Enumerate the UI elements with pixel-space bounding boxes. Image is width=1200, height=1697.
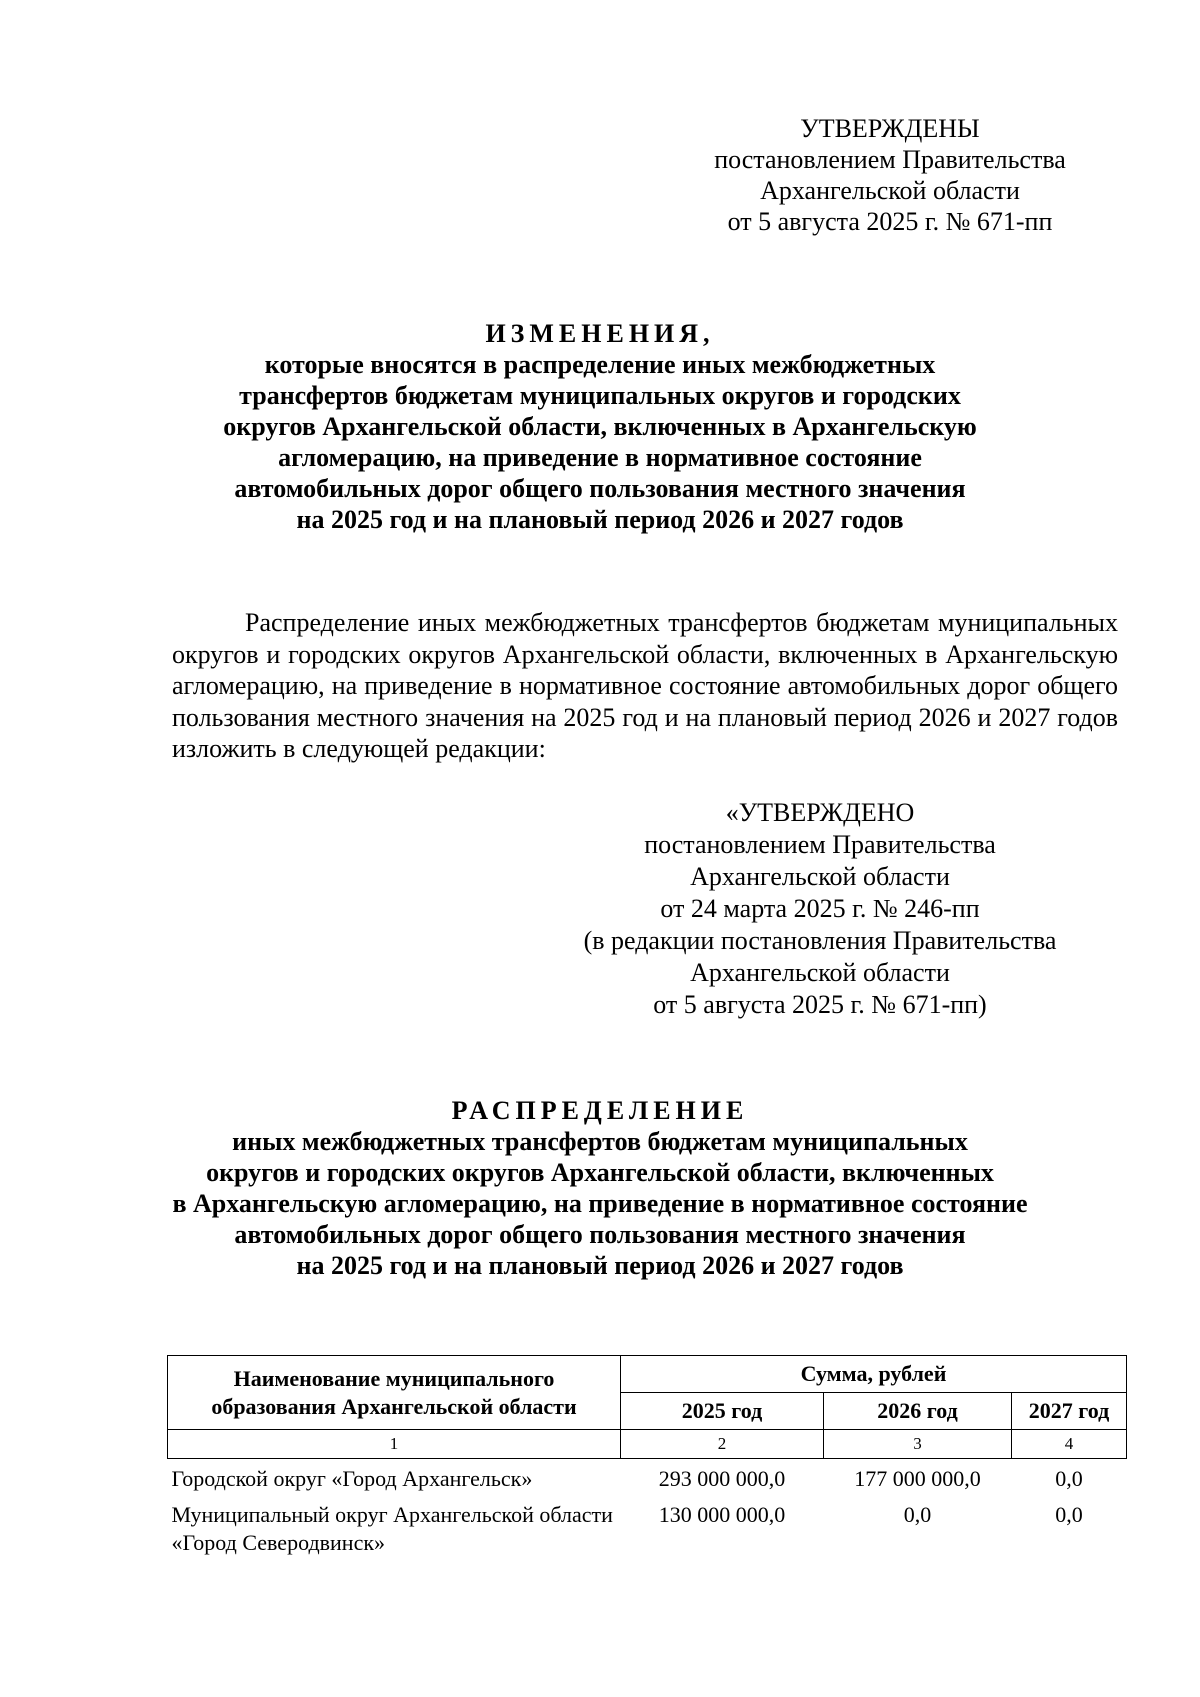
municipality-name: Городской округ «Город Архангельск»: [171, 1466, 533, 1491]
column-number-row: [168, 1430, 1127, 1459]
body-paragraph: [172, 607, 1118, 765]
changes-heading: ИЗМЕНЕНИЯ,: [485, 319, 715, 348]
approval-line: УТВЕРЖДЕНЫ: [800, 114, 980, 143]
changes-title-line: трансфертов бюджетам муниципальных округов и городских: [239, 381, 961, 410]
edition-line: (в редакции постановления Правительства: [583, 926, 1057, 955]
amount-2025: 293 000 000,0: [658, 1466, 786, 1491]
header-year: 2026 год: [824, 1393, 1012, 1430]
distribution-heading: РАСПРЕДЕЛЕНИЕ: [451, 1096, 749, 1125]
amount-2026: 0,0: [903, 1502, 932, 1527]
edition-line: Архангельской области: [690, 862, 950, 891]
amount-2027: 0,0: [1055, 1502, 1083, 1527]
column-number: 4: [1012, 1430, 1127, 1459]
distribution-title-line: на 2025 год и на плановый период 2026 и 2027 годов: [296, 1251, 904, 1280]
edition-stamp: [540, 797, 1100, 1021]
changes-title-line: автомобильных дорог общего пользования местного значения: [234, 474, 966, 503]
column-number: 2: [621, 1430, 824, 1459]
approval-line: от 5 августа 2025 г. № 671-пп: [727, 207, 1053, 236]
header-year: 2027 год: [1012, 1393, 1127, 1430]
changes-title-line: которые вносятся в распределение иных межбюджетных: [264, 350, 936, 379]
approval-stamp: [700, 113, 1080, 237]
amount-2026: 177 000 000,0: [854, 1466, 981, 1491]
distribution-title-line: в Архангельскую агломерацию, на приведение в нормативное состояние: [172, 1189, 1028, 1218]
distribution-table: [167, 1355, 1127, 1559]
header-sum: Сумма, рублей: [621, 1356, 1127, 1393]
edition-line: Архангельской области: [690, 958, 950, 987]
changes-title-line: округов Архангельской области, включенных в Архангельскую: [223, 412, 977, 441]
edition-line: «УТВЕРЖДЕНО: [725, 798, 915, 827]
table-row: [168, 1459, 1127, 1496]
amount-2025: 130 000 000,0: [658, 1502, 786, 1527]
municipality-name: Муниципальный округ Архангельской области «Город Северодвинск»: [171, 1502, 613, 1555]
distribution-title-line: округов и городских округов Архангельской области, включенных: [206, 1158, 994, 1187]
distribution-title-line: автомобильных дорог общего пользования местного значения: [234, 1220, 966, 1249]
table-header-row: [168, 1356, 1127, 1393]
changes-title-line: на 2025 год и на плановый период 2026 и 2027 годов: [296, 505, 904, 534]
distribution-title: [140, 1095, 1060, 1281]
distribution-title-line: иных межбюджетных трансфертов бюджетам муниципальных: [232, 1127, 968, 1156]
changes-title-line: агломерацию, на приведение в нормативное состояние: [278, 443, 922, 472]
approval-line: постановлением Правительства: [714, 145, 1066, 174]
table-row: [168, 1495, 1127, 1559]
amount-2027: 0,0: [1055, 1466, 1083, 1491]
body-paragraph-text: Распределение иных межбюджетных трансфертов бюджетам муниципальных округов и городских округов Архангельской области, включенных в Архангельскую агломерацию, на приведение в нормативное состояние автомобильных дорог общего пользования местного значения на 2025 год и на плановый период 2026 и 2027 годов изложить в следующей редакции:: [172, 608, 1118, 763]
header-year: 2025 год: [621, 1393, 824, 1430]
header-municipality: Наименование муниципального образования Архангельской области: [168, 1356, 621, 1430]
changes-title: [140, 318, 1060, 535]
column-number: 1: [168, 1430, 621, 1459]
edition-line: постановлением Правительства: [644, 830, 996, 859]
edition-line: от 5 августа 2025 г. № 671-пп): [653, 990, 987, 1019]
edition-line: от 24 марта 2025 г. № 246-пп: [660, 894, 980, 923]
approval-line: Архангельской области: [760, 176, 1020, 205]
column-number: 3: [824, 1430, 1012, 1459]
